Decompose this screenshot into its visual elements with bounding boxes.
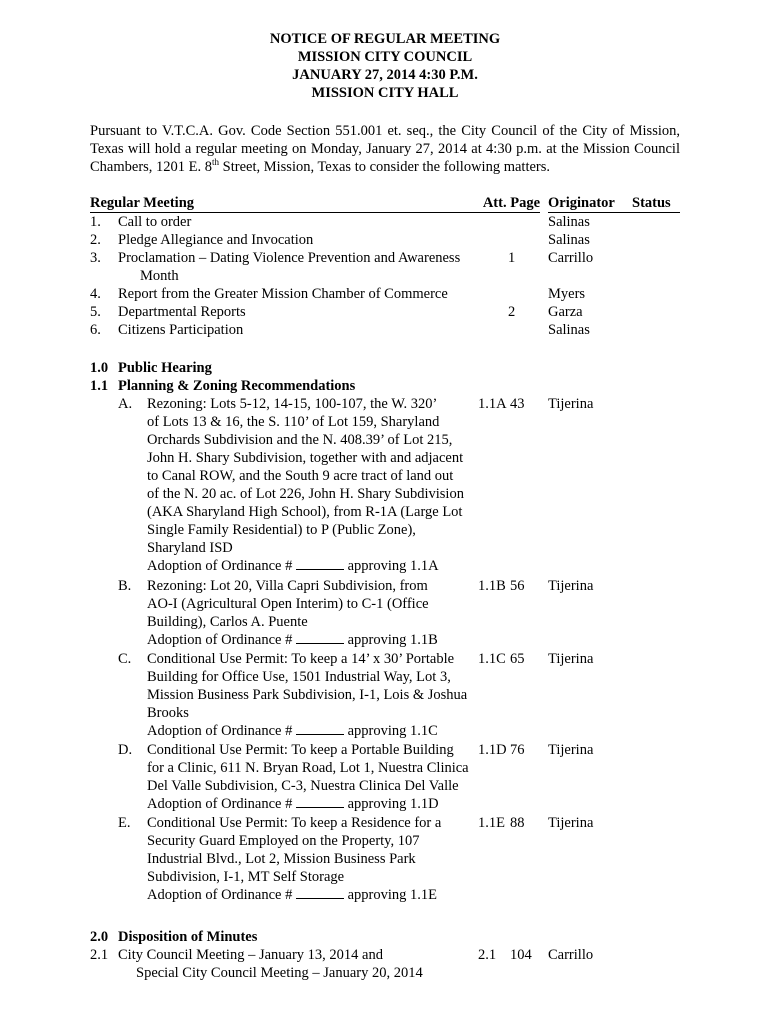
pz-item-line: Building), Carlos A. Puente <box>147 614 308 630</box>
pz-item-line: B. Rezoning: Lot 20, Villa Capri Subdivision, from 1.1B 56 Tijerina <box>118 578 594 594</box>
agenda-item: 4. Report from the Greater Mission Chamber of Commerce Myers <box>90 286 586 302</box>
pz-item-line: Security Guard Employed on the Property, 107 <box>147 833 420 849</box>
pz-item-line: Building for Office Use, 1501 Industrial Way, Lot 3, <box>147 669 451 685</box>
agenda-item-continuation: Month <box>140 268 179 284</box>
pz-item-line: Subdivision, I-1, MT Self Storage <box>147 869 345 885</box>
title-line-3: JANUARY 27, 2014 4:30 P.M. <box>292 67 478 83</box>
pz-item-line: Orchards Subdivision and the N. 408.39’ of Lot 215, <box>147 432 453 448</box>
agenda-header <box>90 195 680 213</box>
title-line-2: MISSION CITY COUNCIL <box>297 49 473 65</box>
pz-item-line: D. Conditional Use Permit: To keep a Portable Building 1.1D 76 Tijerina <box>118 742 594 758</box>
pz-item-line: C. Conditional Use Permit: To keep a 14’ x 30’ Portable 1.1C 65 Tijerina <box>118 651 594 667</box>
intro-text-2: Street, Mission, Texas to consider the following matters. <box>219 159 551 175</box>
notice-title <box>0 30 770 102</box>
ordinance-number-blank <box>296 886 344 899</box>
header-att-page: Att. Page <box>482 195 540 211</box>
adoption-of-ordinance: Adoption of Ordinance # approving 1.1B <box>147 632 438 648</box>
pz-item-line: Mission Business Park Subdivision, I-1, Lois & Joshua <box>147 687 468 703</box>
pz-item-line: Del Valle Subdivision, C-3, Nuestra Clinica Del Valle <box>147 778 459 794</box>
header-regular-meeting: Regular Meeting <box>90 195 540 213</box>
intro-superscript: th <box>212 157 220 168</box>
adoption-of-ordinance: Adoption of Ordinance # approving 1.1D <box>147 796 439 812</box>
header-originator: Originator <box>548 195 680 213</box>
pz-item-line: of the N. 20 ac. of Lot 226, John H. Shary Subdivision <box>147 486 464 502</box>
minutes-heading: 2.0 Disposition of Minutes <box>90 929 258 945</box>
title-line-4: MISSION CITY HALL <box>311 85 459 101</box>
ordinance-number-blank <box>296 722 344 735</box>
minutes-item-line-2: Special City Council Meeting – January 20, 2014 <box>136 965 423 981</box>
intro-text-1: Pursuant to V.T.C.A. Gov. Code Section 551.001 et. seq., the City Council of the City of Mission, Texas will hold a regular meeting on Monday, January 27, 2014 at 4:30 p.m. at the Mission Council Chambers, 1201 E. 8 <box>90 123 680 175</box>
pz-item-line: of Lots 13 & 16, the S. 110’ of Lot 159, Sharyland <box>147 414 440 430</box>
title-line-1: NOTICE OF REGULAR MEETING <box>269 31 501 47</box>
minutes-item: 2.1 City Council Meeting – January 13, 2014 and 2.1 104 Carrillo <box>90 947 594 963</box>
agenda-item: 5. Departmental Reports 2 Garza <box>90 304 583 320</box>
ordinance-number-blank <box>296 557 344 570</box>
adoption-of-ordinance: Adoption of Ordinance # approving 1.1C <box>147 723 438 739</box>
pz-item-line: Industrial Blvd., Lot 2, Mission Business Park <box>147 851 416 867</box>
planning-zoning-heading: 1.1 Planning & Zoning Recommendations <box>90 378 356 394</box>
agenda-item: 6. Citizens Participation Salinas <box>90 322 590 338</box>
pz-item-line: Single Family Residential) to P (Public Zone), <box>147 522 416 538</box>
pz-item-line: for a Clinic, 611 N. Bryan Road, Lot 1, Nuestra Clinica <box>147 760 469 776</box>
pz-item-line: A. Rezoning: Lots 5-12, 14-15, 100-107, the W. 320’ 1.1A 43 Tijerina <box>118 396 594 412</box>
pz-item-line: John H. Shary Subdivision, together with and adjacent <box>147 450 464 466</box>
pz-item-line: AO-I (Agricultural Open Interim) to C-1 (Office <box>147 596 429 612</box>
agenda-item: 3. Proclamation – Dating Violence Prevention and Awareness 1 Carrillo <box>90 250 594 266</box>
intro-paragraph <box>90 122 680 176</box>
adoption-of-ordinance: Adoption of Ordinance # approving 1.1A <box>147 558 439 574</box>
agenda-item: 1. Call to order Salinas <box>90 214 590 230</box>
pz-item-line: E. Conditional Use Permit: To keep a Residence for a 1.1E 88 Tijerina <box>118 815 594 831</box>
adoption-of-ordinance: Adoption of Ordinance # approving 1.1E <box>147 887 438 903</box>
agenda-item: 2. Pledge Allegiance and Invocation Salinas <box>90 232 590 248</box>
pz-item-line: (AKA Sharyland High School), from R-1A (Large Lot <box>147 504 463 520</box>
pz-item-line: Brooks <box>147 705 189 721</box>
ordinance-number-blank <box>296 795 344 808</box>
pz-item-line: to Canal ROW, and the South 9 acre tract of land out <box>147 468 454 484</box>
pz-item-line: Sharyland ISD <box>147 540 233 556</box>
public-hearing-heading: 1.0 Public Hearing <box>90 360 212 376</box>
header-status: Status <box>632 195 671 211</box>
ordinance-number-blank <box>296 631 344 644</box>
